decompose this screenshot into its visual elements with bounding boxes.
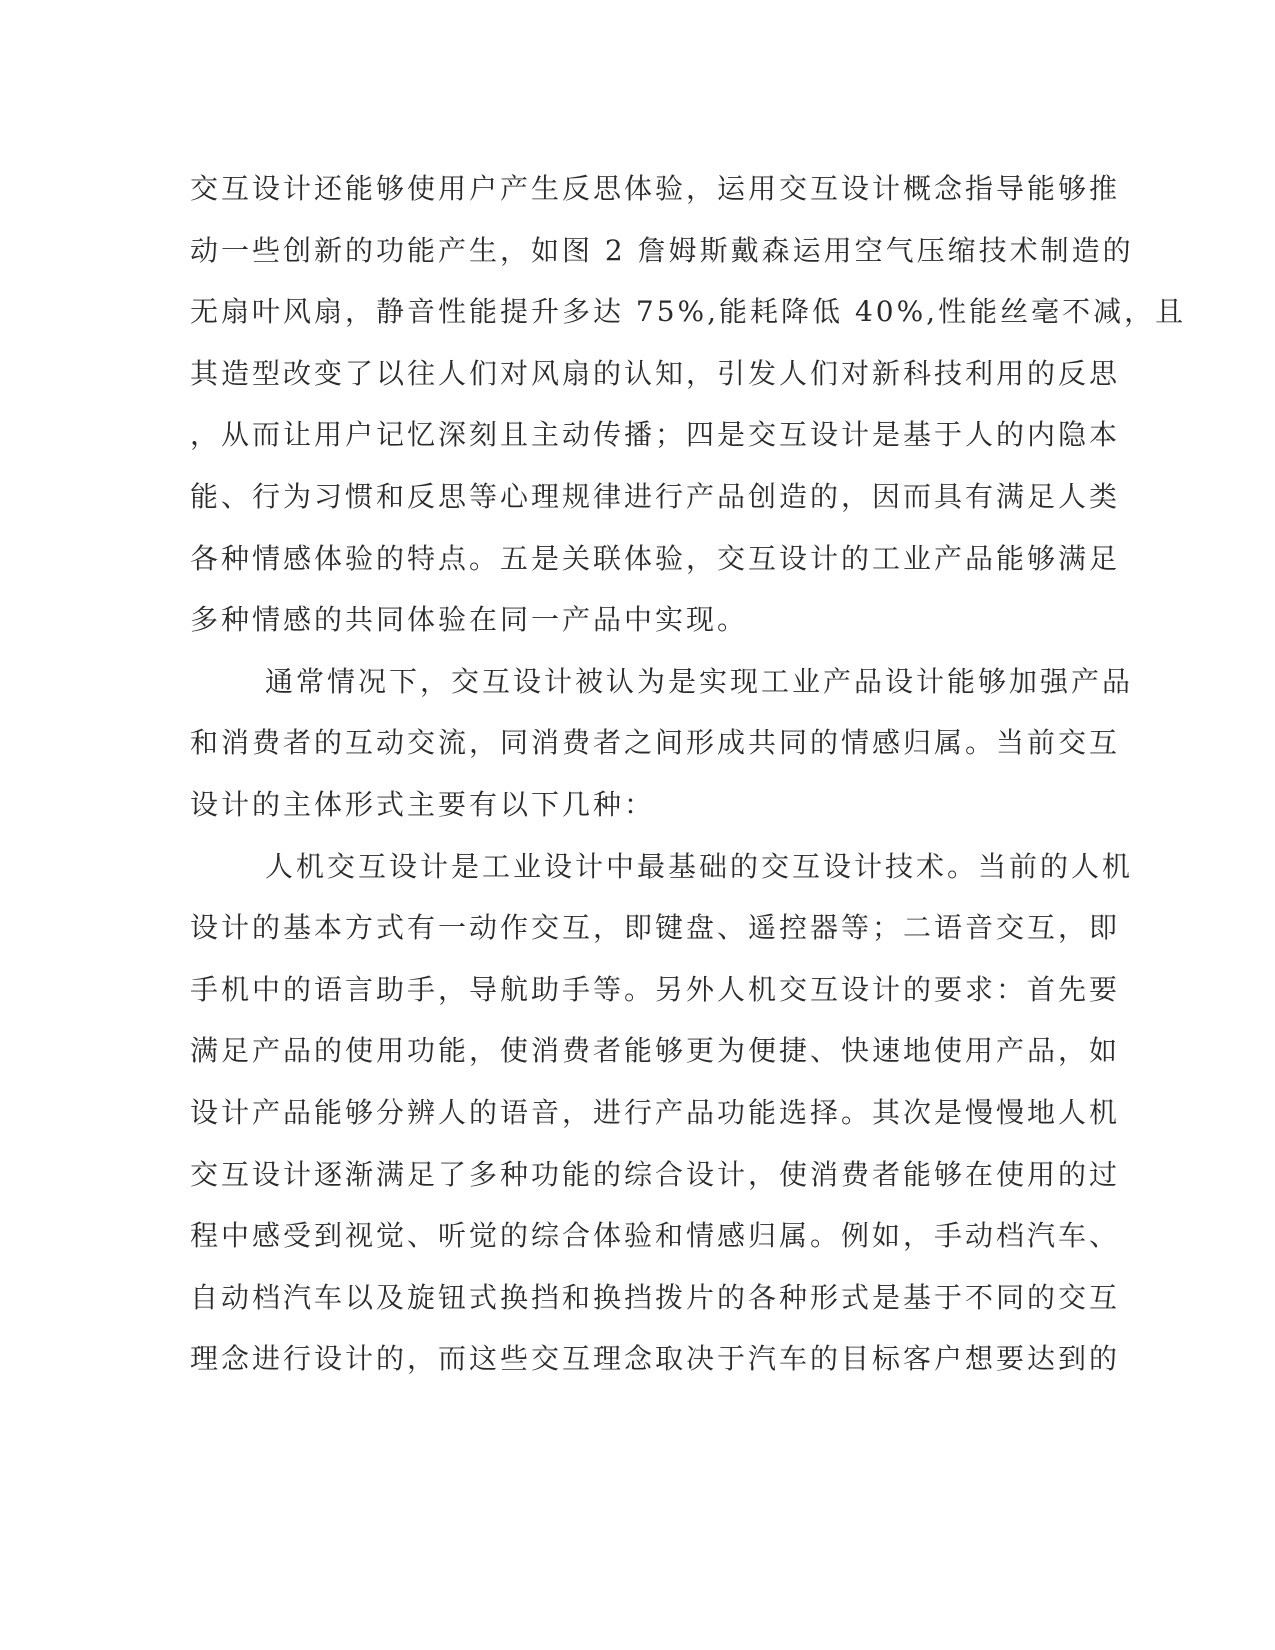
text-line: 动一些创新的功能产生，如图 2 詹姆斯戴森运用空气压缩技术制造的 — [190, 233, 1134, 267]
text-line: 手机中的语言助手，导航助手等。另外人机交互设计的要求：首先要 — [190, 972, 1121, 1006]
text-line: 其造型改变了以往人们对风扇的认知，引发人们对新科技利用的反思 — [190, 356, 1121, 390]
text-line: 设计的基本方式有一动作交互，即键盘、遥控器等；二语音交互，即 — [190, 911, 1121, 945]
text-line: 满足产品的使用功能，使消费者能够更为便捷、快速地使用产品，如 — [190, 1034, 1121, 1068]
text-line: 程中感受到视觉、听觉的综合体验和情感归属。例如，手动档汽车、 — [190, 1219, 1121, 1253]
text-line: 设计产品能够分辨人的语音，进行产品功能选择。其次是慢慢地人机 — [190, 1095, 1121, 1129]
text-line: 交互设计逐渐满足了多种功能的综合设计，使消费者能够在使用的过 — [190, 1157, 1121, 1191]
text-line: 能、行为习惯和反思等心理规律进行产品创造的，因而具有满足人类 — [190, 479, 1121, 513]
text-line: 和消费者的互动交流，同消费者之间形成共同的情感归属。当前交互 — [190, 726, 1121, 760]
paragraph-start-line: 通常情况下，交互设计被认为是实现工业产品设计能够加强产品 — [265, 664, 1134, 698]
body-text — [190, 158, 1187, 1390]
text-line: 交互设计还能够使用户产生反思体验，运用交互设计概念指导能够推 — [190, 172, 1121, 205]
paragraph-start-line: 人机交互设计是工业设计中最基础的交互设计技术。当前的人机 — [265, 849, 1134, 883]
text-line: 多种情感的共同体验在同一产品中实现。 — [190, 603, 749, 637]
text-line: 设计的主体形式主要有以下几种： — [190, 787, 656, 821]
text-line: 理念进行设计的，而这些交互理念取决于汽车的目标客户想要达到的 — [190, 1342, 1121, 1376]
text-line: 自动档汽车以及旋钮式换挡和换挡拨片的各种形式是基于不同的交互 — [190, 1280, 1121, 1314]
text-line: 无扇叶风扇，静音性能提升多达 75%,能耗降低 40%,性能丝毫不减，且 — [190, 295, 1187, 329]
text-line: 各种情感体验的特点。五是关联体验，交互设计的工业产品能够满足 — [190, 541, 1121, 575]
text-line: ，从而让用户记忆深刻且主动传播；四是交互设计是基于人的内隐本 — [190, 418, 1121, 452]
